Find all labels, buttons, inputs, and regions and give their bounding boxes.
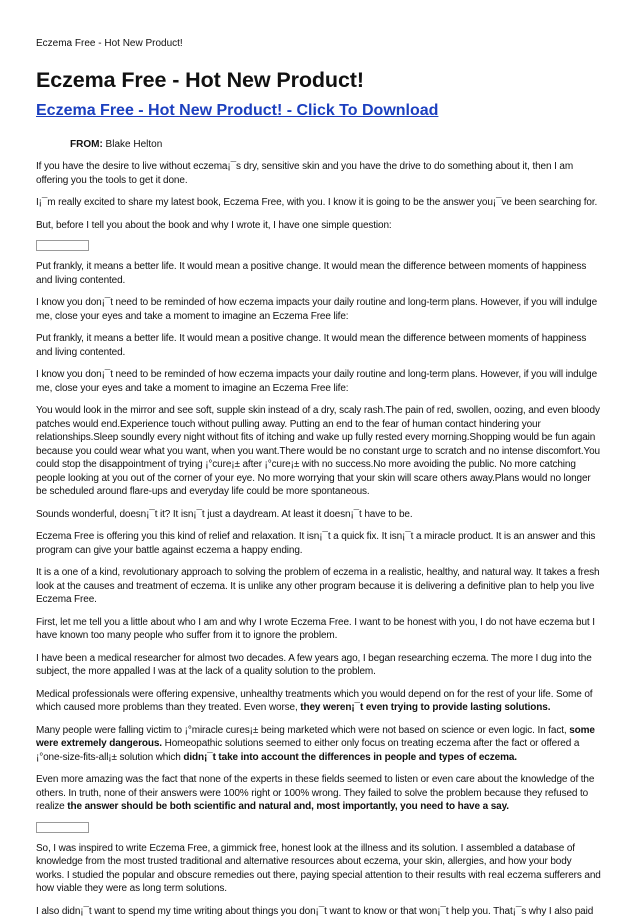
text-run: Many people were falling victim to ¡°miracle cures¡± being marketed which were not based on science or even logic. In fact,	[36, 725, 569, 736]
paragraph: It is a one of a kind, revolutionary approach to solving the problem of eczema in a realistic, healthy, and natural way. It takes a fresh look at the causes and treatment of eczema. It is unlike any other program because it is delivering a definitive plan to help you live Eczema Free.	[36, 566, 602, 607]
bold-text: the answer should be both scientific and natural and, most importantly, you need to have a say.	[67, 801, 509, 812]
paragraph: Put frankly, it means a better life. It would mean a positive change. It would mean the difference between moments of happiness and living contented.	[36, 332, 602, 359]
bold-text: didn¡¯t take into account the differences in people and types of eczema.	[183, 752, 517, 763]
paragraph: I also didn¡¯t want to spend my time writing about things you don¡¯t want to know or that won¡¯t help you. That¡¯s why I also paid	[36, 905, 602, 918]
paragraph: I know you don¡¯t need to be reminded of how eczema impacts your daily routine and long-term plans. However, if you will indulge me, close your eyes and take a moment to imagine an Eczema Free life:	[36, 368, 602, 395]
paragraph: I¡¯m really excited to share my latest book, Eczema Free, with you. I know it is going to be the answer you¡¯ve been searching for.	[36, 196, 602, 210]
download-link[interactable]: Eczema Free - Hot New Product! - Click To Download	[36, 101, 602, 121]
paragraph: First, let me tell you a little about who I am and why I wrote Eczema Free. I want to be honest with you, I do not have eczema but I have known too many people who suffer from it to ignore the problem.	[36, 616, 602, 643]
paragraph: Eczema Free is offering you this kind of relief and relaxation. It isn¡¯t a quick fix. It isn¡¯t a miracle product. It is an answer and this program can give your battle against eczema a happy ending.	[36, 530, 602, 557]
text-run: Medical professionals were offering expensive, unhealthy treatments which you would depend on for the rest of your life. Some of which caused more problems than they treated. Even worse,	[36, 689, 592, 714]
paragraph	[36, 724, 602, 765]
author-name: Blake Helton	[103, 139, 162, 150]
image-placeholder	[36, 822, 89, 833]
paragraph: Sounds wonderful, doesn¡¯t it? It isn¡¯t just a daydream. At least it doesn¡¯t have to be.	[36, 508, 602, 522]
paragraph	[36, 773, 602, 814]
paragraph: So, I was inspired to write Eczema Free, a gimmick free, honest look at the illness and its solution. I assembled a database of knowledge from the most trusted traditional and alternative resources about eczema, your skin, allergies, and how your body works. I studied the popular and obscure remedies out there, paying special attention to their results with real eczema sufferers and how viable they were as long term solutions.	[36, 842, 602, 896]
byline	[70, 139, 602, 151]
paragraph: Put frankly, it means a better life. It would mean a positive change. It would mean the difference between moments of happiness and living contented.	[36, 260, 602, 287]
bold-text: some were extremely dangerous.	[36, 725, 595, 750]
paragraph: I know you don¡¯t need to be reminded of how eczema impacts your daily routine and long-term plans. However, if you will indulge me, close your eyes and take a moment to imagine an Eczema Free life:	[36, 296, 602, 323]
page-title: Eczema Free - Hot New Product!	[36, 67, 602, 93]
paragraph: But, before I tell you about the book and why I wrote it, I have one simple question:	[36, 219, 602, 233]
paragraph	[36, 688, 602, 715]
from-label: FROM:	[70, 139, 103, 150]
running-header: Eczema Free - Hot New Product!	[36, 0, 602, 50]
text-run: Homeopathic solutions seemed to either only focus on treating eczema after the fact or offered a ¡°one-size-fits-all¡± solution which	[36, 738, 579, 763]
image-placeholder	[36, 240, 89, 251]
paragraph: I have been a medical researcher for almost two decades. A few years ago, I began researching eczema. The more I dug into the subject, the more appalled I was at the lack of a quality solution to the problem.	[36, 652, 602, 679]
paragraph: You would look in the mirror and see soft, supple skin instead of a dry, scaly rash.The pain of red, swollen, oozing, and even bloody patches would end.Experience touch without pulling away. Putting an end to the fear of human contact hindering your relationships.Sleep soundly every night without fits of itching and wake up fully rested every morning.Shopping would be fun again because you could wear what you want, when you want.There would be no constant urge to scratch and no intense discomfort.You could stop the disappointment of trying ¡°cure¡± after ¡°cure¡± with no success.No more avoiding the public. No more catching people looking at you out of the corner of your eye. No more worrying that your skin will scare others away.Plans would no longer be scheduled around flare-ups and everyday life could be more spontaneous.	[36, 404, 602, 499]
paragraph: If you have the desire to live without eczema¡¯s dry, sensitive skin and you have the drive to do something about it, then I am offering you the tools to get it done.	[36, 160, 602, 187]
bold-text: they weren¡¯t even trying to provide lasting solutions.	[300, 702, 550, 713]
text-run: Even more amazing was the fact that none of the experts in these fields seemed to listen or even care about the knowledge of the others. In truth, none of their answers were 100% right or 100% wrong. They failed to solve the problem because they refused to realize	[36, 774, 594, 812]
